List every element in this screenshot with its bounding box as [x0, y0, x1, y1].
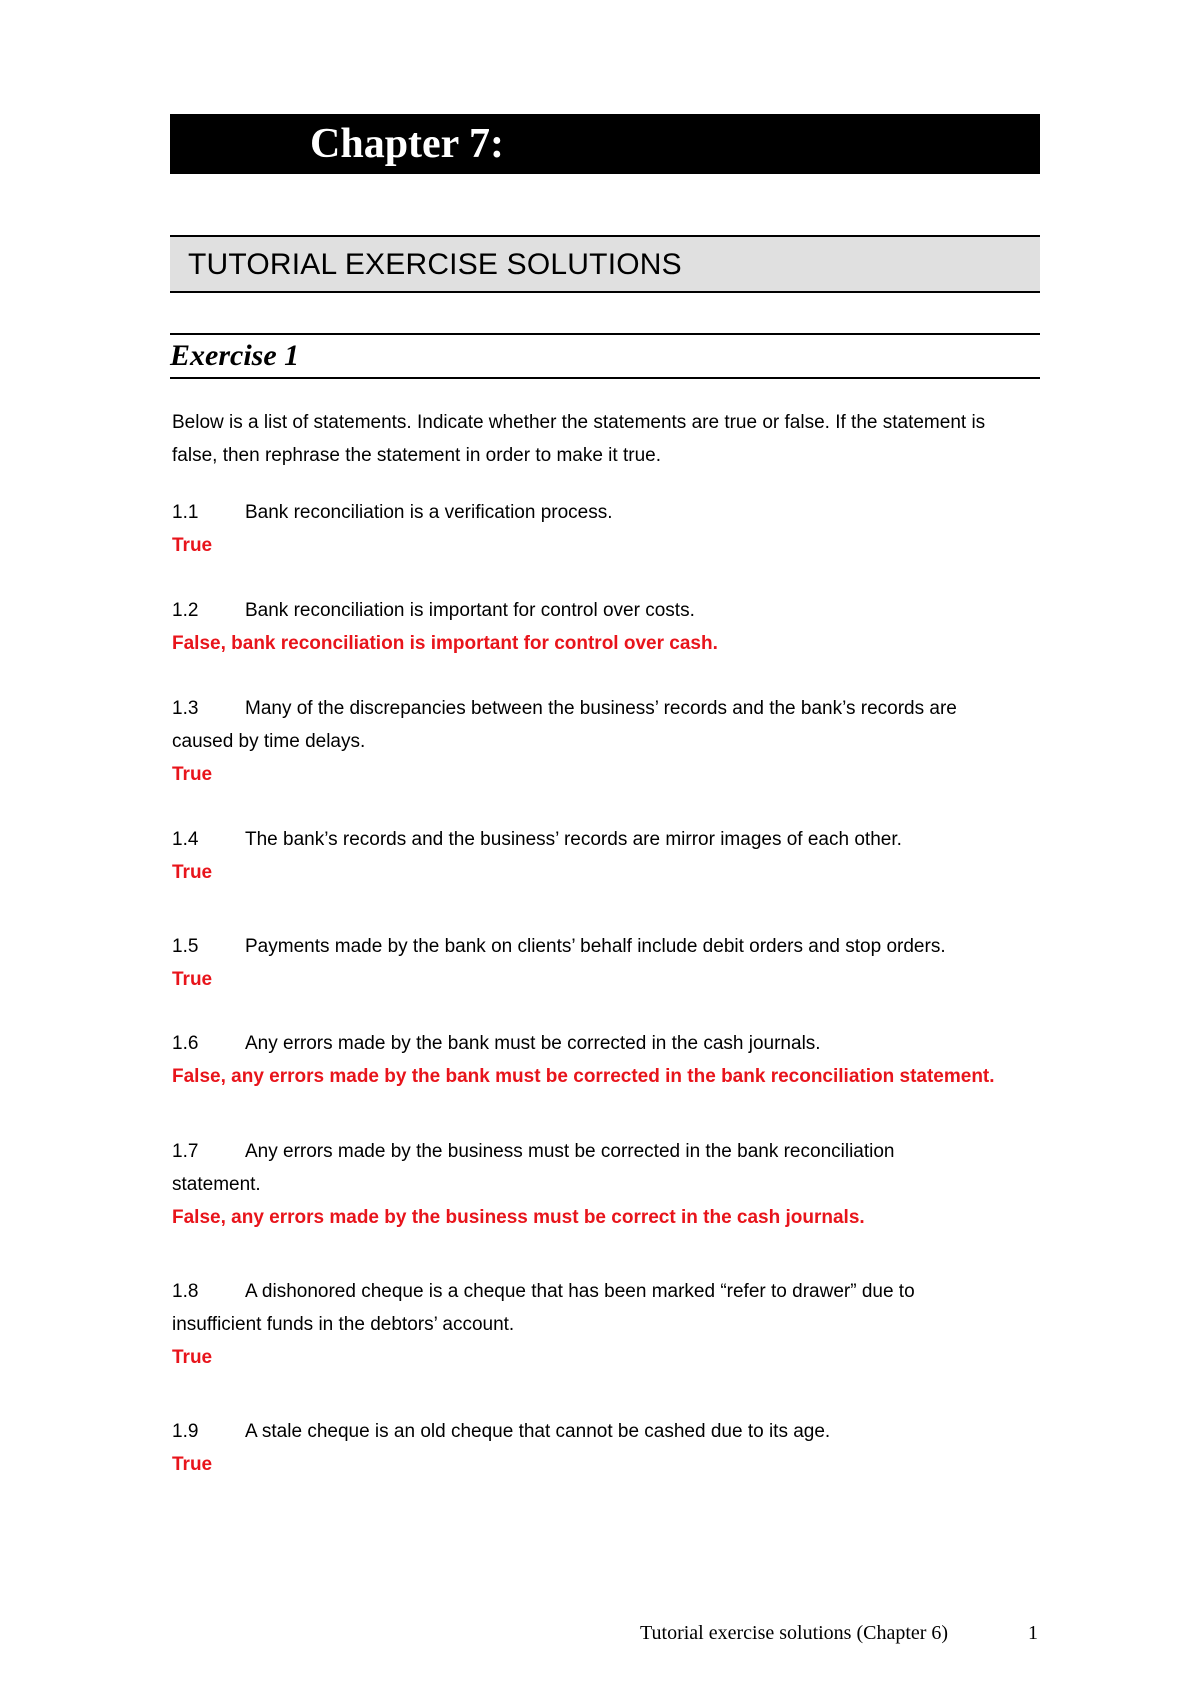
question-number: 1.6	[172, 1033, 199, 1054]
question-number: 1.3	[172, 698, 199, 719]
answer-text: False, any errors made by the bank must be corrected in the bank reconciliation statement.	[172, 1066, 995, 1087]
question-1-6	[172, 1027, 1040, 1093]
exercise-instructions: Below is a list of statements. Indicate whether the statements are true or false. If the statement is false, then rephrase the statement in order to make it true.	[172, 412, 986, 466]
chapter-title: Chapter 7:	[310, 121, 505, 167]
question-number: 1.1	[172, 502, 199, 523]
question-text: Any errors made by the bank must be corrected in the cash journals.	[245, 1033, 821, 1054]
question-text: Many of the discrepancies between the business’ records and the bank’s records are	[245, 698, 957, 719]
question-number: 1.5	[172, 936, 199, 957]
question-1-3	[172, 692, 1040, 791]
question-number: 1.4	[172, 829, 199, 850]
question-number: 1.2	[172, 600, 199, 621]
question-1-7	[172, 1135, 1040, 1234]
answer-text: True	[172, 969, 213, 990]
question-1-8	[172, 1275, 1040, 1374]
question-text-continued: insufficient funds in the debtors’ account.	[172, 1314, 515, 1335]
question-text-continued: caused by time delays.	[172, 731, 366, 752]
answer-text: True	[172, 535, 213, 556]
question-text: The bank’s records and the business’ records are mirror images of each other.	[245, 829, 902, 850]
answer-text: True	[172, 1347, 213, 1368]
question-1-4	[172, 823, 1040, 889]
question-text: Any errors made by the business must be corrected in the bank reconciliation	[245, 1141, 895, 1162]
question-text: Payments made by the bank on clients’ behalf include debit orders and stop orders.	[245, 936, 946, 957]
question-number: 1.8	[172, 1281, 199, 1302]
question-text: Bank reconciliation is a verification process.	[245, 502, 613, 523]
page-footer	[640, 1621, 1038, 1645]
answer-text: True	[172, 862, 213, 883]
footer-text: Tutorial exercise solutions (Chapter 6)	[640, 1622, 949, 1644]
exercise-heading	[170, 333, 1040, 379]
question-number: 1.9	[172, 1421, 199, 1442]
exercise-title: Exercise 1	[170, 339, 300, 372]
section-title: TUTORIAL EXERCISE SOLUTIONS	[188, 248, 682, 281]
answer-text: False, any errors made by the business must be correct in the cash journals.	[172, 1207, 865, 1228]
question-text: A stale cheque is an old cheque that cannot be cashed due to its age.	[245, 1421, 831, 1442]
question-text: Bank reconciliation is important for control over costs.	[245, 600, 695, 621]
page-number: 1	[1028, 1622, 1038, 1644]
question-1-5	[172, 930, 1040, 996]
question-1-9	[172, 1415, 1040, 1481]
question-1-2	[172, 594, 1040, 660]
answer-text: True	[172, 764, 213, 785]
question-1-1	[172, 496, 1040, 562]
answer-text: False, bank reconciliation is important for control over cash.	[172, 633, 718, 654]
question-number: 1.7	[172, 1141, 199, 1162]
answer-text: True	[172, 1454, 213, 1475]
chapter-banner	[170, 114, 1040, 174]
section-heading-box	[170, 235, 1040, 293]
question-text: A dishonored cheque is a cheque that has been marked “refer to drawer” due to	[245, 1281, 915, 1302]
question-text-continued: statement.	[172, 1174, 261, 1195]
